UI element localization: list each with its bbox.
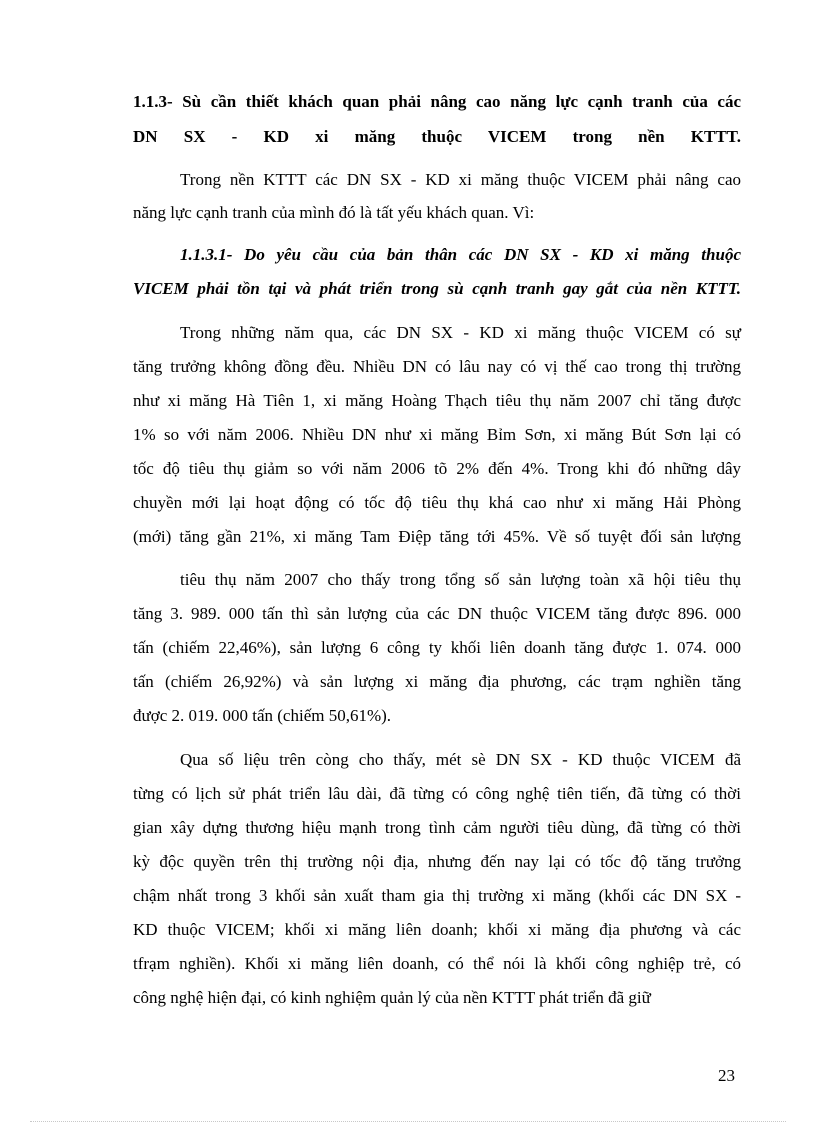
paragraph-1-line: tăng trưởng không đồng đều. Nhiều DN có lâu nay có vị thế cao trong thị trường <box>133 357 741 376</box>
paragraph-3-line: tfrạm nghiền). Khối xi măng liên doanh, có thể nói là khối công nghiệp trẻ, có <box>133 954 741 973</box>
intro-line-1: Trong nền KTTT các DN SX - KD xi măng thuộc VICEM phải nâng cao <box>180 170 741 189</box>
paragraph-1-line: (mới) tăng gần 21%, xi măng Tam Điệp tăng tới 45%. Về số tuyệt đối sản lượng <box>133 527 741 546</box>
subsection-heading-line-1: 1.1.3.1- Do yêu cầu của bản thân các DN SX - KD xi măng thuộc <box>180 245 741 264</box>
paragraph-3-line: chậm nhất trong 3 khối sản xuất tham gia thị trường xi măng (khối các DN SX - <box>133 886 741 905</box>
paragraph-2-line: được 2. 019. 000 tấn (chiếm 50,61%). <box>133 706 392 725</box>
intro-line-2: năng lực cạnh tranh của mình đó là tất yếu khách quan. Vì: <box>133 203 535 222</box>
paragraph-3-line: từng có lịch sử phát triển lâu dài, đã từng có công nghệ tiên tiến, đã từng có thời <box>133 784 741 803</box>
paragraph-1-line: như xi măng Hà Tiên 1, xi măng Hoàng Thạch tiêu thụ năm 2007 chỉ tăng được <box>133 391 741 410</box>
page-number: 23 <box>718 1066 735 1085</box>
paragraph-2-line: tấn (chiếm 26,92%) và sản lượng xi măng địa phương, các trạm nghiền tăng <box>133 672 741 691</box>
paragraph-1-line: chuyền mới lại hoạt động có tốc độ tiêu thụ khá cao như xi măng Hải Phòng <box>133 493 741 512</box>
paragraph-3-line: công nghệ hiện đại, có kinh nghiệm quản lý của nền KTTT phát triển đã giữ <box>133 988 651 1007</box>
paragraph-3-line: KD thuộc VICEM; khối xi măng liên doanh; khối xi măng địa phương và các <box>133 920 741 939</box>
paragraph-2-line: tấn (chiếm 22,46%), sản lượng 6 công ty khối liên doanh tăng được 1. 074. 000 <box>133 638 741 657</box>
paragraph-3-line: Qua số liệu trên còng cho thấy, mét sè DN SX - KD thuộc VICEM đã <box>180 750 741 769</box>
paragraph-2-line: tăng 3. 989. 000 tấn thì sản lượng của các DN thuộc VICEM tăng được 896. 000 <box>133 604 741 623</box>
section-heading-line-2: DN SX - KD xi măng thuộc VICEM trong nền KTTT. <box>133 127 741 146</box>
paragraph-3-line: kỳ độc quyền trên thị trường nội địa, nhưng đến nay lại có tốc độ tăng trưởng <box>133 852 741 871</box>
paragraph-2-line: tiêu thụ năm 2007 cho thấy trong tổng số sản lượng toàn xã hội tiêu thụ <box>180 570 741 589</box>
paragraph-1-line: 1% so với năm 2006. Nhiều DN như xi măng Bỉm Sơn, xi măng Bút Sơn lại có <box>133 425 741 444</box>
paragraph-3-line: gian xây dựng thương hiệu mạnh trong tình cảm người tiêu dùng, đã từng có thời <box>133 818 741 837</box>
subsection-heading-line-2: VICEM phải tồn tại và phát triển trong sù cạnh tranh gay gắt của nền KTTT. <box>133 279 741 298</box>
paragraph-1-line: tốc độ tiêu thụ giảm so với năm 2006 tõ 2% đến 4%. Trong khi đó những dây <box>133 459 741 478</box>
section-heading-line-1: 1.1.3- Sù cần thiết khách quan phải nâng cao năng lực cạnh tranh của các <box>133 92 741 111</box>
paragraph-1-line: Trong những năm qua, các DN SX - KD xi măng thuộc VICEM có sự <box>180 323 741 342</box>
footer-divider <box>30 1121 786 1122</box>
